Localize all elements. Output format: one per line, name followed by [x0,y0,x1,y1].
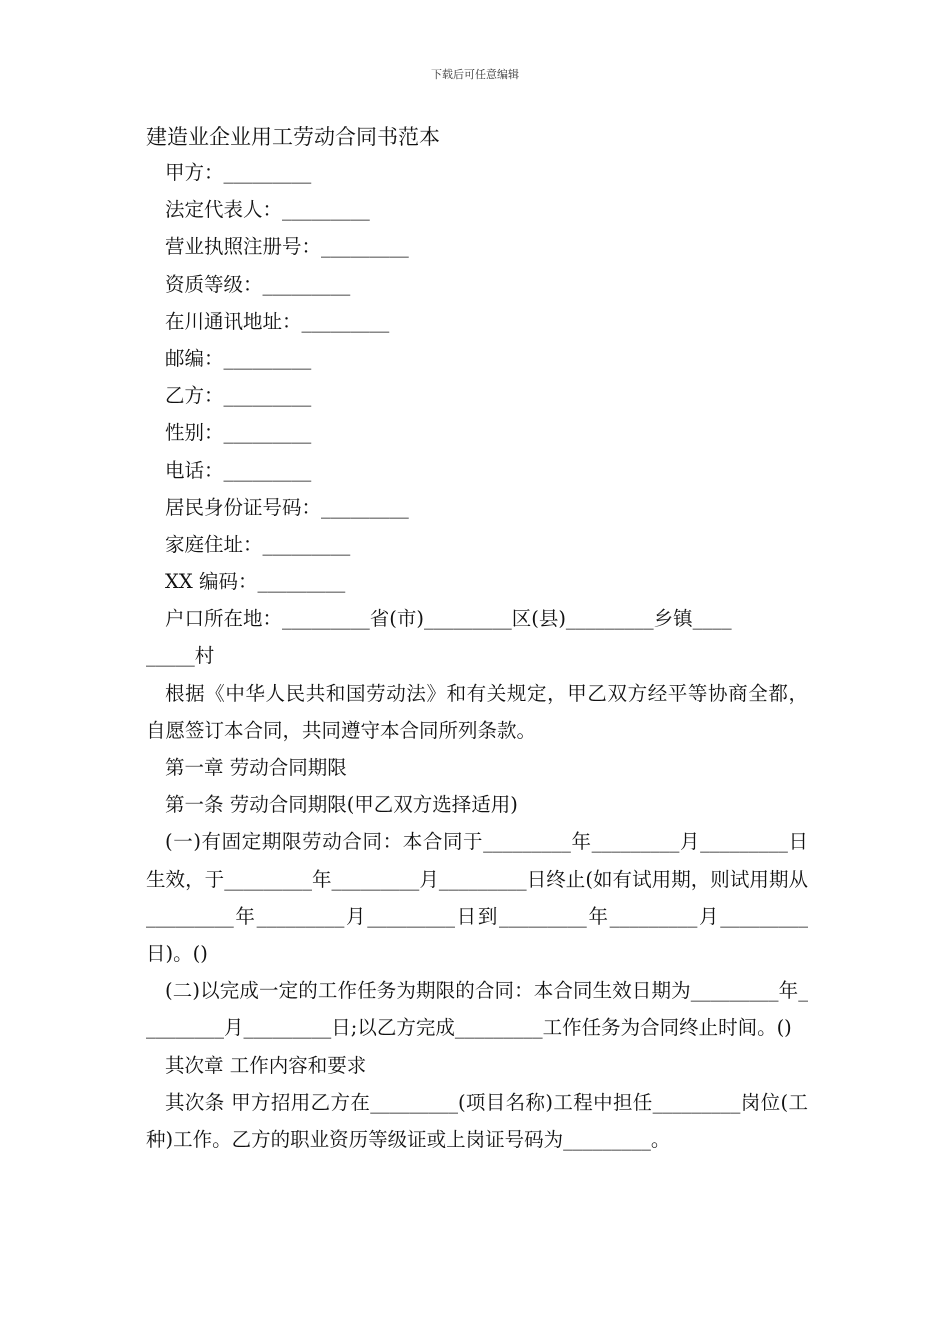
task-term-clause: (二)以完成一定的工作任务为期限的合同：本合同生效日期为_________年_________月_________日;以乙方完成_________工作任务为合同终止时间。() [146,979,808,1040]
fixed-term-clause: (一)有固定期限劳动合同：本合同于_________年_________月_________日生效，于_________年_________月_________日终止(如有试用期，则试用期从_________年_________月_________日到_________年_________月_________日)。() [146,830,808,966]
intro-paragraph: 根据《中华人民共和国劳动法》和有关规定，甲乙双方经平等协商全都，自愿签订本合同，共同遵守本合同所列条款。 [146,681,808,742]
field-sichuan-address: 在川通讯地址：_________ [165,309,390,333]
field-party-a: 甲方：_________ [165,161,312,184]
field-gender: 性别：_________ [165,421,312,445]
field-residence-line1: 户口所在地：_________省(市)_________区(县)_________乡镇____ [165,607,732,631]
document-title: 建造业企业用工劳动合同书范本 [146,125,440,149]
field-phone: 电话：_________ [165,458,312,482]
header-note: 下载后可任意编辑 [431,68,519,81]
field-qualification-level: 资质等级：_________ [165,272,351,296]
field-home-address: 家庭住址：_________ [165,532,351,556]
field-xx-code: XX 编码：_________ [165,570,346,594]
article-2-clause: 其次条 甲方招用乙方在_________(项目名称)工程中担任_________岗位(工种)工作。乙方的职业资历等级证或上岗证号码为_________。 [146,1090,808,1152]
field-business-license: 营业执照注册号：_________ [165,235,409,259]
article-1-heading: 第一条 劳动合同期限(甲乙双方选择适用) [165,793,518,817]
chapter-2-heading: 其次章 工作内容和要求 [165,1053,367,1077]
chapter-1-heading: 第一章 劳动合同期限 [165,756,347,780]
field-residence-line2: _____村 [146,644,215,668]
document-body [146,154,808,1158]
field-legal-representative: 法定代表人：_________ [165,198,370,222]
field-party-b: 乙方：_________ [165,384,312,408]
field-postcode: 邮编：_________ [165,346,312,370]
field-id-number: 居民身份证号码：_________ [165,495,409,519]
